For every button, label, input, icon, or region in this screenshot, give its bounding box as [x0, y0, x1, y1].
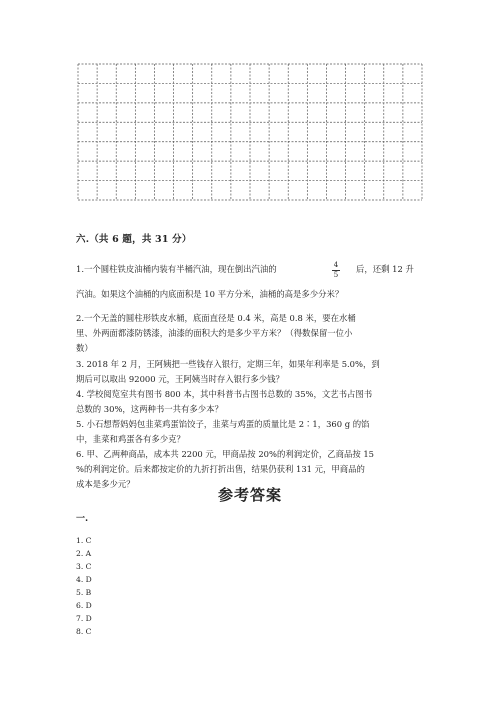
question-3-line-1: 3. 2018 年 2 月，王阿姨把一些钱存入银行，定期三年，如果年利率是 5.0%，到	[76, 359, 380, 369]
answer-item: 3. C	[76, 562, 92, 571]
question-6-line-3: 成本是多少元？	[76, 479, 135, 489]
question-1-text: 1.一个圆柱铁皮油桶内装有半桶汽油，现在倒出汽油的	[76, 264, 277, 274]
fraction	[331, 261, 341, 280]
question-4-line-1: 4. 学校阅览室共有图书 800 本，其中科普书占图书总数的 35%，文艺书占图书	[76, 389, 373, 399]
answer-title: 参考答案	[217, 486, 282, 504]
question-5-line-1: 5. 小石想帮妈妈包韭菜鸡蛋馅饺子，韭菜与鸡蛋的质量比是 2∶1，360 g 的馅	[76, 419, 370, 429]
question-2-line-1: 2.一个无盖的圆柱形铁皮水桶，底面直径是 0.4 米，高是 0.8 米，要在水桶	[76, 313, 356, 323]
answer-item: 1. C	[76, 536, 92, 545]
fraction-denominator: 5	[333, 271, 339, 279]
question-2-line-2: 里、外两面都漆防锈漆，油漆的面积大约是多少平方米？（得数保留一位小	[76, 328, 353, 338]
question-5-line-2: 中，韭菜和鸡蛋各有多少克？	[76, 434, 185, 444]
question-4-line-2: 总数的 30%，这两种书一共有多少本？	[76, 404, 223, 414]
section-title: 六.（共 6 题，共 31 分）	[76, 234, 192, 245]
question-3-line-2: 期后可以取出 92000 元，王阿姨当时存入银行多少钱？	[76, 374, 284, 384]
question-6-line-1: 6. 甲、乙两种商品，成本共 2200 元，甲商品按 20%的利润定价，乙商品按 15	[76, 449, 375, 459]
answer-item: 7. D	[76, 614, 92, 623]
answer-item: 6. D	[76, 601, 92, 610]
answer-item: 5. B	[76, 588, 92, 597]
answer-item: 4. D	[76, 575, 92, 584]
answer-subtitle: 一.	[76, 514, 89, 524]
answer-item: 8. C	[76, 627, 92, 636]
question-2-line-3: 数）	[76, 343, 93, 353]
answer-list	[76, 534, 92, 638]
question-6-line-2: %的利润定价。后来都按定价的九折打折出售，结果仍获利 131 元，甲商品的	[76, 464, 365, 474]
question-1-line-2: 汽油。如果这个油桶的内底面积是 10 平方分米，油桶的高是多少分米？	[76, 289, 344, 299]
answer-item: 2. A	[76, 549, 92, 558]
question-1-text-after: 后，还剩 12 升	[356, 264, 414, 274]
grid-svg	[77, 63, 423, 201]
fraction-numerator: 4	[333, 261, 339, 269]
writing-grid	[77, 63, 423, 201]
